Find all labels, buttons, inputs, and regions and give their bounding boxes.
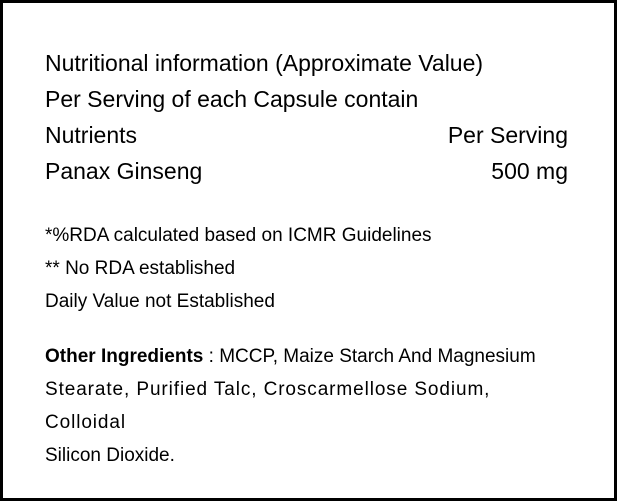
note-rda-calculated: *%RDA calculated based on ICMR Guidelines bbox=[45, 225, 432, 246]
other-ingredients-block bbox=[45, 340, 568, 472]
other-ingredients-label: Other Ingredients bbox=[45, 346, 204, 367]
table-header-per-serving: Per Serving bbox=[447, 122, 568, 148]
other-ingredients-line-3: Silicon Dioxide. bbox=[45, 445, 175, 466]
heading-per-serving: Per Serving of each Capsule contain bbox=[45, 86, 419, 112]
spacer-before-other-ingredients bbox=[45, 318, 568, 340]
note-no-rda: ** No RDA established bbox=[45, 258, 236, 279]
nutrient-amount: 500 mg bbox=[491, 158, 568, 184]
table-header-nutrients: Nutrients bbox=[45, 122, 138, 148]
nutrient-name: Panax Ginseng bbox=[45, 158, 203, 184]
other-ingredients-separator: : bbox=[203, 346, 220, 367]
spacer-after-table bbox=[45, 189, 568, 219]
heading-nutritional-information: Nutritional information (Approximate Value) bbox=[45, 50, 484, 76]
other-ingredients-first-line bbox=[45, 340, 568, 373]
note-daily-value: Daily Value not Established bbox=[45, 291, 275, 312]
other-ingredients-line-1: MCCP, Maize Starch And Magnesium bbox=[219, 346, 536, 367]
other-ingredients-line-2: Stearate, Purified Talc, Croscarmellose Sodium, Colloidal bbox=[45, 379, 491, 433]
table-header-row bbox=[45, 117, 568, 153]
table-row bbox=[45, 153, 568, 189]
